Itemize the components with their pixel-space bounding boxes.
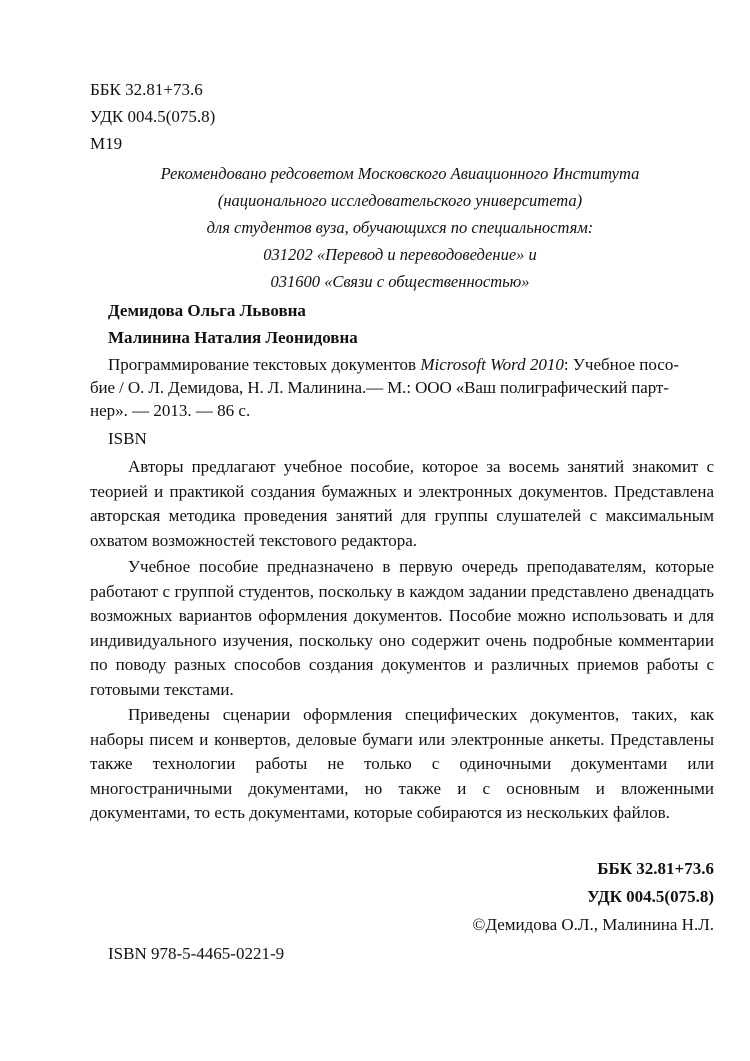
isbn-number: ISBN 978-5-4465-0221-9 [108,944,285,963]
recommendation-line-5: 031600 «Связи с общественностью» [270,272,530,291]
recommendation-line-3: для студентов вуза, обучающихся по специальностям: [206,218,594,237]
author-1: Демидова Ольга Львовна [108,301,306,320]
copyright-notice: ©Демидова О.Л., Малинина Н.Л. [472,915,714,934]
citation-line-2: бие / О. Л. Демидова, Н. Л. Малинина.— М.: ООО «Ваш полиграфический парт- [90,378,669,397]
abstract-paragraph-1: Авторы предлагают учебное пособие, которое за восемь занятий знакомит с теорией и практикой создания бумажных и электронных документов. Представлена авторская методика проведения занятий для группы слушателей с максимальным охватом возможностей текстового редактора. [90,457,714,550]
citation-line-1 [108,354,679,376]
author-mark-code: М19 [90,134,123,153]
citation-title: Программирование текстовых документов [108,355,421,374]
bbk-code: ББК 32.81+73.6 [90,80,203,99]
udk-code: УДК 004.5(075.8) [90,107,216,126]
recommendation-line-4: 031202 «Перевод и переводоведение» и [263,245,537,264]
citation-subtitle: : Учебное посо- [563,355,679,374]
author-2: Малинина Наталия Леонидовна [108,328,358,347]
isbn-label: ISBN [108,429,147,448]
recommendation-line-2: (национального исследовательского университета) [217,191,583,210]
footer-bbk-code: ББК 32.81+73.6 [597,859,714,878]
recommendation-line-1: Рекомендовано редсоветом Московского Авиационного Института [160,164,640,183]
footer-udk-code: УДК 004.5(075.8) [587,887,714,906]
citation-software-name: Microsoft Word 2010 [420,355,564,374]
abstract-paragraph-2: Учебное пособие предназначено в первую очередь преподавателям, которые работают с группой студентов, поскольку в каждом задании представлено двенадцать возможных вариантов оформления документов. Пособие можно использовать и для индивидуального изучения, поскольку оно содержит очень подробные комментарии по поводу разных способов создания документов и различных приемов работы с готовыми текстами. [90,557,714,699]
citation-line-3: нер». — 2013. — 86 с. [90,401,251,420]
abstract-paragraph-3: Приведены сценарии оформления специфических документов, таких, как наборы писем и конвертов, деловые бумаги или электронные анкеты. Представлены также технологии работы не только с одиночными документами или многостраничными документами, но также и с основным и вложенными документами, то есть документами, которые собираются из нескольких файлов. [90,705,714,823]
